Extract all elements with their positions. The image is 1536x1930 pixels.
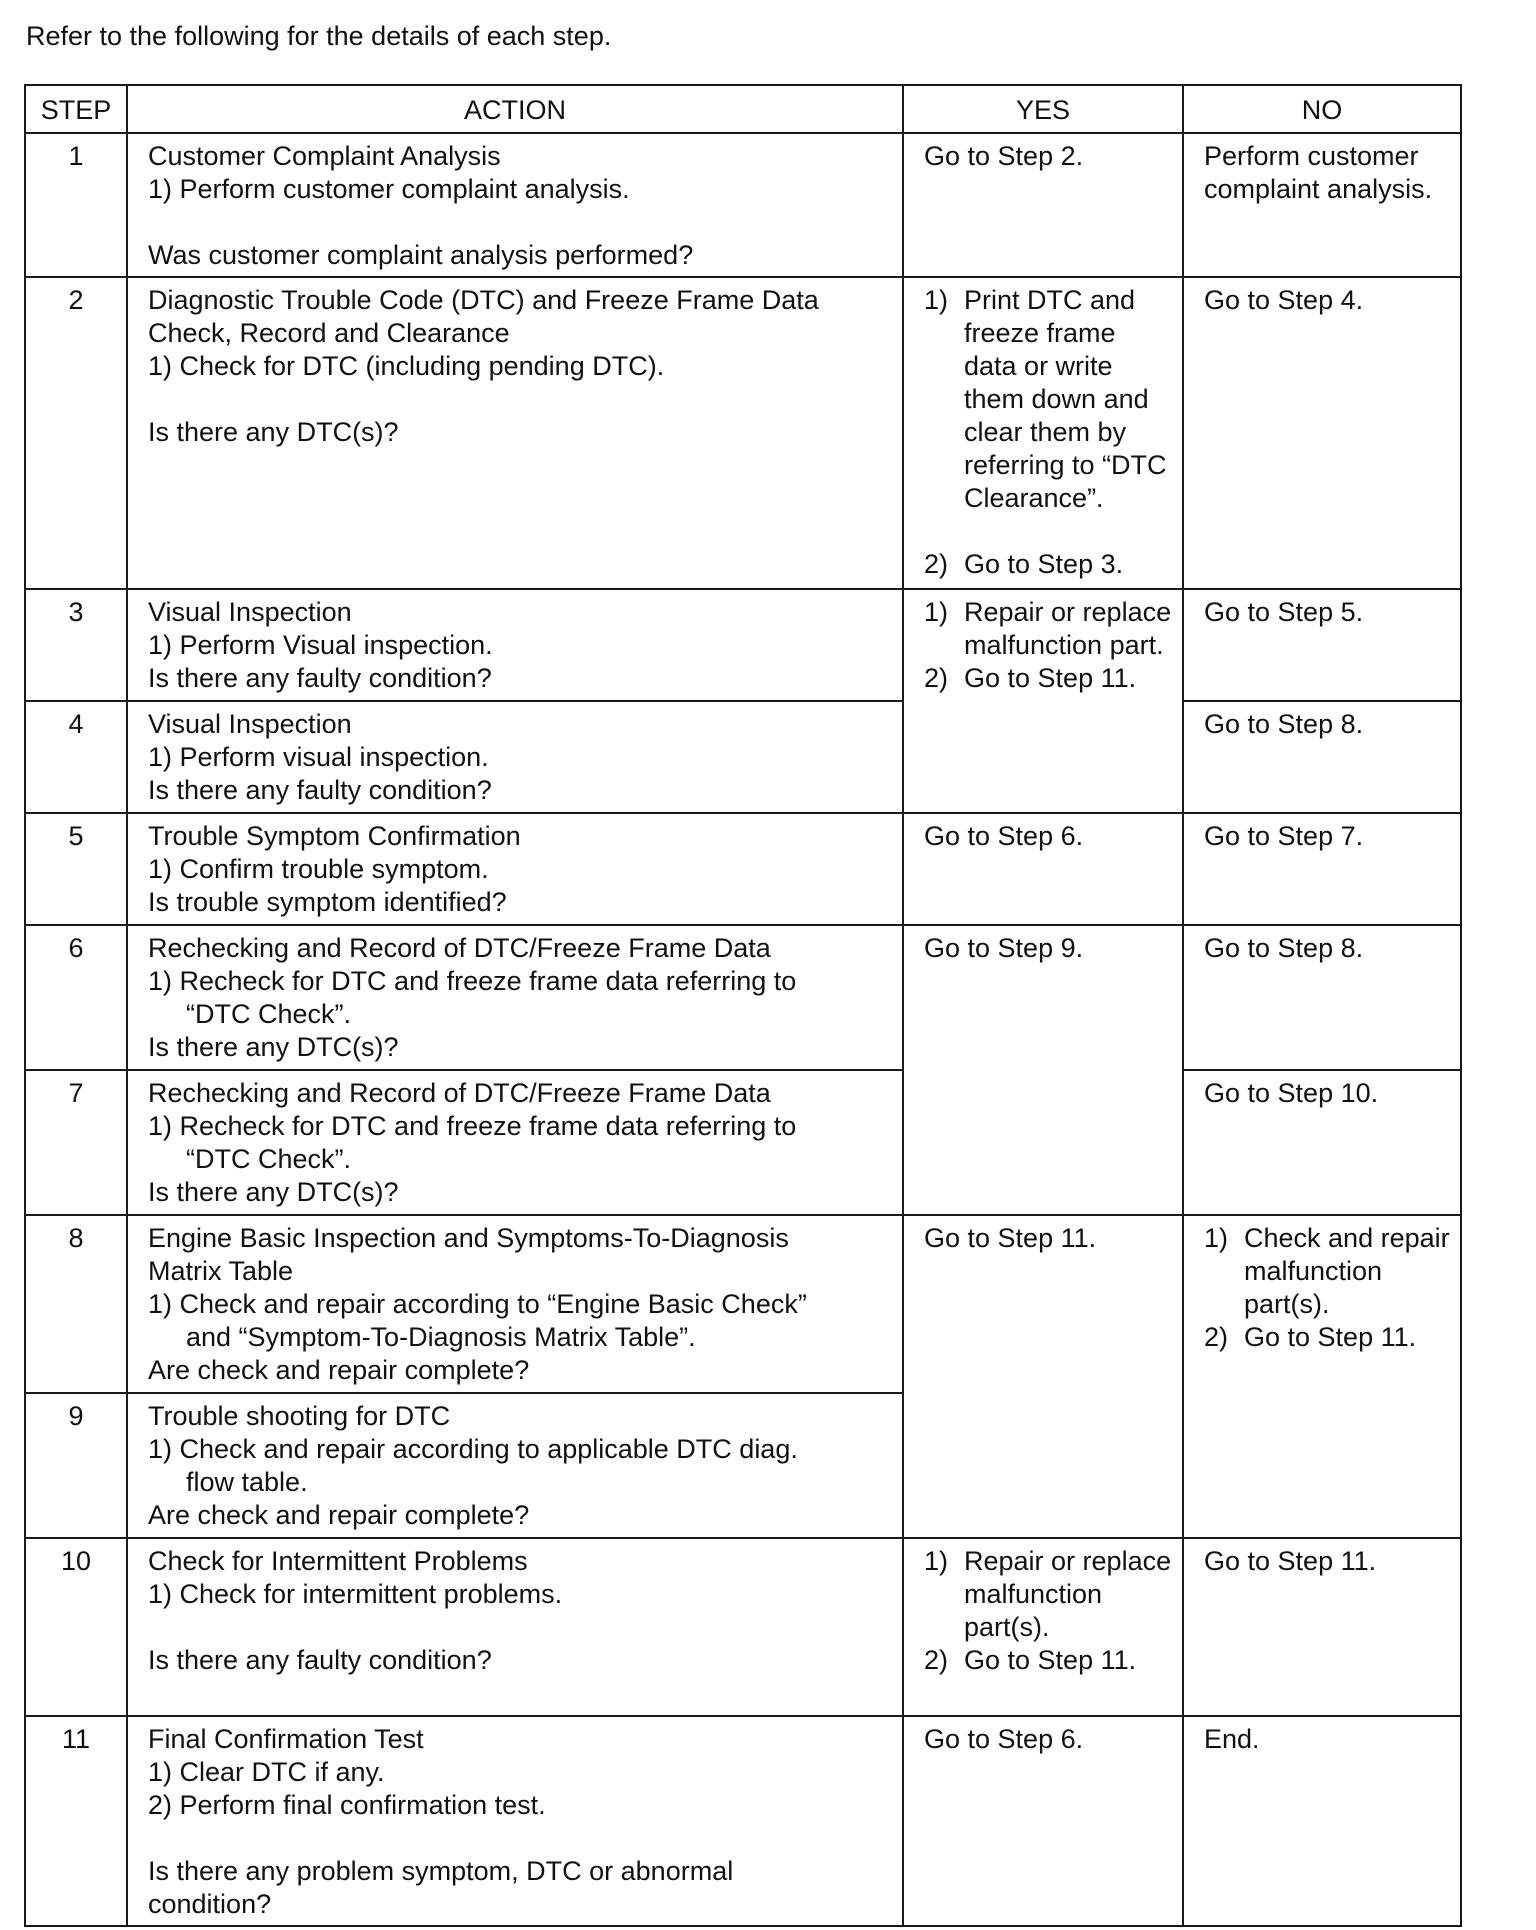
action-cell [127, 701, 903, 813]
action-cell [127, 1070, 903, 1215]
no-text: Go to Step 8. [1204, 933, 1364, 963]
yes-cell [903, 1215, 1183, 1538]
action-question: Is there any faulty condition? [148, 1645, 492, 1675]
yes-cell [903, 1716, 1183, 1926]
action-title: Diagnostic Trouble Code (DTC) and Freeze Frame Data Check, Record and Clearance [148, 285, 819, 348]
yes-text: Repair or replace malfunction part(s). [964, 1546, 1172, 1642]
no-text: Go to Step 11. [1204, 1546, 1377, 1576]
yes-text: Repair or replace malfunction part. [964, 597, 1172, 660]
yes-text: Go to Step 6. [924, 1724, 1084, 1754]
table-row [25, 813, 1461, 925]
yes-cell [903, 133, 1183, 277]
yes-text: Go to Step 2. [924, 141, 1084, 171]
action-cell [127, 925, 903, 1070]
action-title: Check for Intermittent Problems [148, 1546, 528, 1576]
action-question: Is trouble symptom identified? [148, 887, 507, 917]
no-cell [1183, 1538, 1461, 1716]
action-cell [127, 1215, 903, 1393]
action-question: Are check and repair complete? [148, 1500, 530, 1530]
list-marker: 1) [924, 1546, 949, 1576]
list-marker: 1) [1204, 1223, 1229, 1253]
action-item: 2) Perform final confirmation test. [148, 1790, 546, 1820]
action-cell [127, 1538, 903, 1716]
table-row [25, 1538, 1461, 1716]
yes-item [924, 548, 1172, 581]
step-number: 1 [25, 133, 127, 277]
action-title: Final Confirmation Test [148, 1724, 424, 1754]
action-title: Rechecking and Record of DTC/Freeze Frame Data [148, 1078, 771, 1108]
no-text: Go to Step 10. [1204, 1078, 1379, 1108]
no-text: Go to Step 5. [1204, 597, 1364, 627]
no-cell [1183, 813, 1461, 925]
table-row [25, 1070, 1461, 1215]
header-step: STEP [25, 85, 127, 133]
action-item: 1) Check for DTC (including pending DTC). [148, 351, 665, 381]
list-marker: 2) [1204, 1322, 1229, 1352]
no-text: Check and repair malfunction part(s). [1244, 1223, 1450, 1319]
action-question: Was customer complaint analysis performed? [148, 240, 694, 270]
action-title-continued: Matrix Table [148, 1256, 294, 1286]
action-item: 1) Check and repair according to applicable DTC diag. [148, 1434, 798, 1464]
step-number: 10 [25, 1538, 127, 1716]
table-row [25, 133, 1461, 277]
step-number: 7 [25, 1070, 127, 1215]
yes-item [924, 662, 1172, 695]
yes-text: Go to Step 11. [924, 1223, 1097, 1253]
yes-cell [903, 813, 1183, 925]
step-number: 11 [25, 1716, 127, 1926]
yes-cell [903, 277, 1183, 589]
header-action: ACTION [127, 85, 903, 133]
action-title: Customer Complaint Analysis [148, 141, 501, 171]
action-title: Visual Inspection [148, 597, 352, 627]
no-cell [1183, 925, 1461, 1070]
yes-text: Go to Step 3. [964, 549, 1124, 579]
action-title: Trouble shooting for DTC [148, 1401, 451, 1431]
table-row [25, 589, 1461, 701]
table-row [25, 1215, 1461, 1393]
yes-text: Print DTC and freeze frame data or write them down and clear them by referring to “DTC Clearance”. [964, 285, 1167, 513]
table-row [25, 925, 1461, 1070]
action-item: 1) Check and repair according to “Engine Basic Check” [148, 1289, 807, 1319]
action-question: Is there any faulty condition? [148, 775, 492, 805]
action-question: Is there any DTC(s)? [148, 1032, 399, 1062]
no-cell [1183, 1215, 1461, 1538]
action-title: Rechecking and Record of DTC/Freeze Frame Data [148, 933, 771, 963]
action-item: 1) Confirm trouble symptom. [148, 854, 489, 884]
action-item: 1) Recheck for DTC and freeze frame data referring to [148, 1111, 797, 1141]
no-cell [1183, 701, 1461, 813]
step-number: 5 [25, 813, 127, 925]
yes-cell [903, 1538, 1183, 1716]
list-marker: 1) [924, 285, 949, 315]
action-item: 1) Check for intermittent problems. [148, 1579, 563, 1609]
table-row [25, 277, 1461, 589]
no-text: Perform customer complaint analysis. [1204, 141, 1433, 204]
yes-item [924, 1545, 1172, 1644]
yes-item [924, 596, 1172, 662]
header-yes: YES [903, 85, 1183, 133]
header-no: NO [1183, 85, 1461, 133]
yes-item [924, 284, 1172, 515]
no-cell [1183, 589, 1461, 701]
step-number: 8 [25, 1215, 127, 1393]
yes-text: Go to Step 11. [964, 1645, 1137, 1675]
no-cell [1183, 133, 1461, 277]
action-question: Is there any DTC(s)? [148, 1177, 399, 1207]
action-item: 1) Recheck for DTC and freeze frame data referring to [148, 966, 797, 996]
action-cell [127, 277, 903, 589]
step-number: 3 [25, 589, 127, 701]
yes-cell [903, 589, 1183, 813]
action-item-continued: and “Symptom-To-Diagnosis Matrix Table”. [186, 1322, 696, 1352]
action-question: Is there any DTC(s)? [148, 417, 399, 447]
table-row [25, 1716, 1461, 1926]
list-marker: 2) [924, 1645, 949, 1675]
no-item [1204, 1321, 1450, 1354]
step-number: 2 [25, 277, 127, 589]
action-cell [127, 589, 903, 701]
action-question: Is there any problem symptom, DTC or abnormal condition? [148, 1856, 734, 1919]
step-number: 4 [25, 701, 127, 813]
action-cell [127, 813, 903, 925]
action-title: Engine Basic Inspection and Symptoms-To-Diagnosis [148, 1223, 789, 1253]
action-item: 1) Perform customer complaint analysis. [148, 174, 630, 204]
yes-item [924, 1644, 1172, 1677]
no-text: Go to Step 7. [1204, 821, 1364, 851]
yes-cell [903, 925, 1183, 1215]
action-item: 1) Clear DTC if any. [148, 1757, 385, 1787]
action-question: Is there any faulty condition? [148, 663, 492, 693]
yes-text: Go to Step 6. [924, 821, 1084, 851]
no-text: End. [1204, 1724, 1260, 1754]
action-title: Visual Inspection [148, 709, 352, 739]
no-text: Go to Step 11. [1244, 1322, 1417, 1352]
action-cell [127, 133, 903, 277]
no-cell [1183, 1070, 1461, 1215]
action-question: Are check and repair complete? [148, 1355, 530, 1385]
action-cell [127, 1716, 903, 1926]
no-cell [1183, 277, 1461, 589]
action-cell [127, 1393, 903, 1538]
action-title: Trouble Symptom Confirmation [148, 821, 521, 851]
no-text: Go to Step 4. [1204, 285, 1364, 315]
step-number: 6 [25, 925, 127, 1070]
yes-text: Go to Step 9. [924, 933, 1084, 963]
action-item-continued: “DTC Check”. [186, 1144, 352, 1174]
list-marker: 1) [924, 597, 949, 627]
no-item [1204, 1222, 1450, 1321]
yes-text: Go to Step 11. [964, 663, 1137, 693]
list-marker: 2) [924, 549, 949, 579]
table-row [25, 701, 1461, 813]
list-marker: 2) [924, 663, 949, 693]
intro-text: Refer to the following for the details of each step. [26, 21, 612, 51]
diagnostic-steps-table [24, 84, 1462, 1927]
action-item: 1) Perform visual inspection. [148, 742, 489, 772]
no-cell [1183, 1716, 1461, 1926]
action-item-continued: flow table. [186, 1467, 308, 1497]
step-number: 9 [25, 1393, 127, 1538]
action-item: 1) Perform Visual inspection. [148, 630, 493, 660]
header-row [25, 85, 1461, 133]
no-text: Go to Step 8. [1204, 709, 1364, 739]
action-item-continued: “DTC Check”. [186, 999, 352, 1029]
